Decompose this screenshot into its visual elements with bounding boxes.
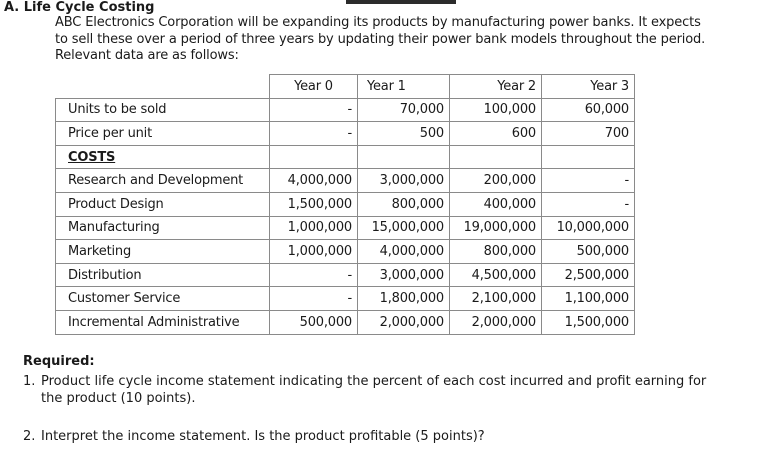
table-header-row: [56, 75, 635, 99]
cell-year-0: 1,000,000: [270, 216, 358, 240]
header-year-0: Year 0: [270, 75, 358, 99]
cell-year-1: 3,000,000: [358, 169, 450, 193]
section-title: A. Life Cycle Costing: [4, 0, 155, 15]
cell-year-2: [450, 145, 542, 169]
question-1-text: Product life cycle income statement indicating the percent of each cost incurred and profit earning for: [41, 374, 707, 389]
row-label: Marketing: [56, 240, 270, 264]
question-2: [23, 429, 485, 444]
cell-year-3: -: [542, 169, 635, 193]
cell-year-3: 500,000: [542, 240, 635, 264]
cell-year-2: 2,100,000: [450, 287, 542, 311]
header-year-2: Year 2: [450, 75, 542, 99]
row-label: Research and Development: [56, 169, 270, 193]
table-row: [56, 263, 635, 287]
table-row: [56, 145, 635, 169]
cell-year-1: [358, 145, 450, 169]
cell-year-2: 19,000,000: [450, 216, 542, 240]
cell-year-1: 1,800,000: [358, 287, 450, 311]
table-row: [56, 98, 635, 122]
life-cycle-data-table: [55, 74, 635, 335]
question-2-text: Interpret the income statement. Is the product profitable (5 points)?: [41, 429, 485, 444]
cell-year-3: 1,100,000: [542, 287, 635, 311]
cell-year-2: 400,000: [450, 192, 542, 216]
cell-year-0: -: [270, 122, 358, 146]
cell-year-3: 10,000,000: [542, 216, 635, 240]
cell-year-2: 4,500,000: [450, 263, 542, 287]
intro-line: ABC Electronics Corporation will be expanding its products by manufacturing power banks. It expects: [55, 15, 701, 30]
header-blank-cell: [56, 75, 270, 99]
cell-year-3: [542, 145, 635, 169]
cell-year-0: -: [270, 287, 358, 311]
question-1-text-continued: the product (10 points).: [41, 391, 196, 406]
table-row: [56, 240, 635, 264]
cell-year-2: 2,000,000: [450, 310, 542, 334]
cell-year-1: 70,000: [358, 98, 450, 122]
row-label: Distribution: [56, 263, 270, 287]
cell-year-3: 1,500,000: [542, 310, 635, 334]
cell-year-1: 500: [358, 122, 450, 146]
cell-year-0: 1,000,000: [270, 240, 358, 264]
required-heading: Required:: [23, 354, 95, 369]
intro-line: to sell these over a period of three years by updating their power bank models throughout the period.: [55, 31, 706, 47]
cell-year-1: 800,000: [358, 192, 450, 216]
cell-year-0: 4,000,000: [270, 169, 358, 193]
cell-year-3: 60,000: [542, 98, 635, 122]
question-2-number: 2.: [23, 429, 36, 444]
cell-year-2: 600: [450, 122, 542, 146]
cell-year-0: 1,500,000: [270, 192, 358, 216]
cell-year-2: 100,000: [450, 98, 542, 122]
cell-year-0: -: [270, 263, 358, 287]
cell-year-0: -: [270, 98, 358, 122]
table-row: [56, 192, 635, 216]
cell-year-1: 3,000,000: [358, 263, 450, 287]
row-label: Product Design: [56, 192, 270, 216]
header-year-1: Year 1: [358, 75, 450, 99]
question-1: [23, 373, 768, 407]
table-row: [56, 287, 635, 311]
row-label: Units to be sold: [56, 98, 270, 122]
cell-year-0: [270, 145, 358, 169]
top-edge-bar: [346, 0, 456, 4]
question-1-number: 1.: [23, 374, 36, 389]
row-label: Customer Service: [56, 287, 270, 311]
intro-line: Relevant data are as follows:: [55, 48, 239, 63]
cell-year-3: 2,500,000: [542, 263, 635, 287]
table-row: [56, 216, 635, 240]
cell-year-2: 200,000: [450, 169, 542, 193]
row-label: Incremental Administrative: [56, 310, 270, 334]
cell-year-1: 2,000,000: [358, 310, 450, 334]
cell-year-0: 500,000: [270, 310, 358, 334]
cell-year-1: 4,000,000: [358, 240, 450, 264]
costs-section-label: COSTS: [56, 145, 270, 169]
cell-year-2: 800,000: [450, 240, 542, 264]
cell-year-3: -: [542, 192, 635, 216]
table-row: [56, 169, 635, 193]
header-year-3: Year 3: [542, 75, 635, 99]
intro-paragraph: [55, 15, 773, 65]
row-label: Price per unit: [56, 122, 270, 146]
table-row: [56, 310, 635, 334]
row-label: Manufacturing: [56, 216, 270, 240]
cell-year-1: 15,000,000: [358, 216, 450, 240]
cell-year-3: 700: [542, 122, 635, 146]
table-row: [56, 122, 635, 146]
